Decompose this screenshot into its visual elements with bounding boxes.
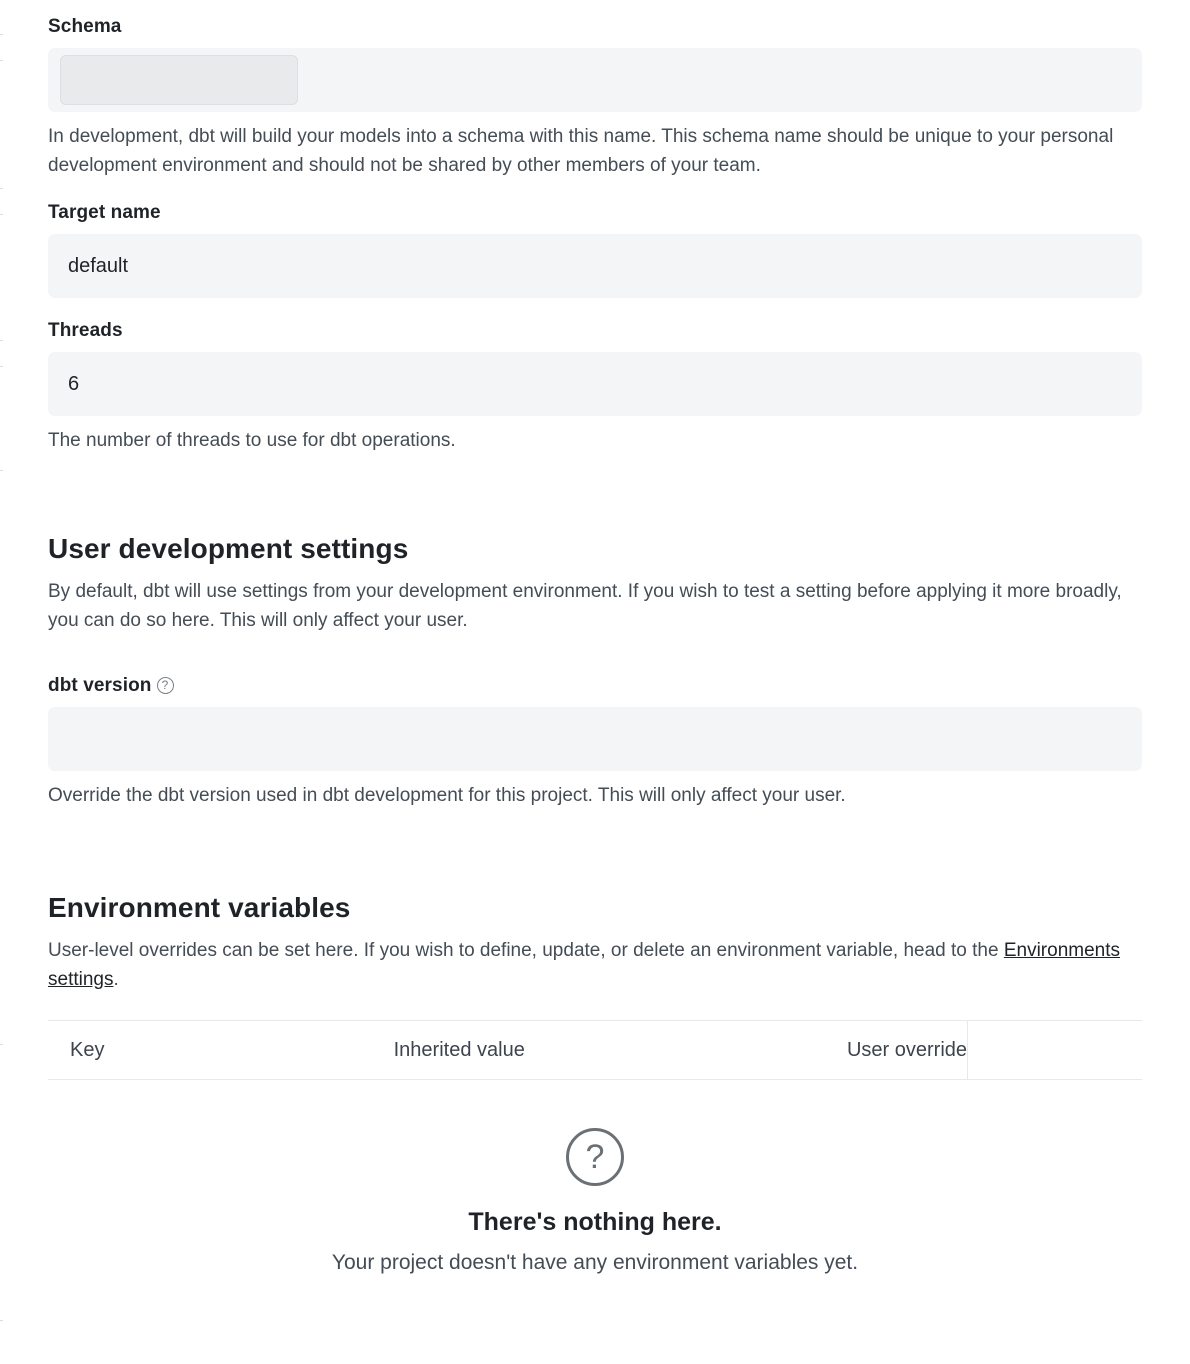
rail-tick <box>0 1320 3 1321</box>
user-development-settings-description: By default, dbt will use settings from your development environment. If you wish to test a setting before applying it more broadly, you can do so here. This will only affect your user. <box>48 581 1122 631</box>
environment-variables-empty-state <box>48 1128 1142 1275</box>
column-header-key: Key <box>70 1038 105 1061</box>
column-header-user-override: User override <box>846 1038 968 1061</box>
dbt-version-label <box>48 673 1142 697</box>
user-development-settings-section <box>48 533 1142 635</box>
env-desc-after: . <box>113 969 119 990</box>
environment-variables-description <box>48 936 1138 994</box>
dbt-version-input[interactable] <box>48 707 1142 771</box>
schema-input-inner[interactable] <box>60 55 298 105</box>
dbt-version-field-group <box>48 673 1142 810</box>
target-name-label: Target name <box>48 202 161 223</box>
environments-settings-link[interactable]: Environments settings <box>48 940 1121 990</box>
dbt-version-label-text: dbt version <box>48 675 152 696</box>
schema-input[interactable] <box>48 48 1142 112</box>
target-name-input[interactable]: default <box>48 234 1142 298</box>
environment-variables-section <box>48 892 1142 1275</box>
question-circle-icon[interactable]: ? <box>157 677 174 694</box>
environment-variables-title: Environment variables <box>48 892 351 923</box>
schema-field-group <box>48 16 1142 180</box>
target-name-field-group <box>48 202 1142 298</box>
schema-label: Schema <box>48 16 122 37</box>
column-header-actions <box>967 1021 1142 1079</box>
user-development-settings-title: User development settings <box>48 533 409 564</box>
empty-state-subtitle: Your project doesn't have any environment variables yet. <box>331 1251 859 1274</box>
dbt-version-help-text: Override the dbt version used in dbt development for this project. This will only affect your user. <box>48 785 846 806</box>
question-circle-icon: ? <box>566 1128 624 1186</box>
threads-help-text: The number of threads to use for dbt operations. <box>48 430 456 451</box>
env-desc-before: User-level overrides can be set here. If you wish to define, update, or delete an environment variable, head to the <box>48 940 1004 961</box>
schema-help-text: In development, dbt will build your models into a schema with this name. This schema name should be unique to your personal development environment and should not be shared by other members of your team. <box>48 126 1114 176</box>
empty-state-title: There's nothing here. <box>468 1208 722 1236</box>
threads-label: Threads <box>48 320 123 341</box>
threads-input[interactable]: 6 <box>48 352 1142 416</box>
table-header-row <box>48 1021 1142 1079</box>
environment-variables-table <box>48 1020 1142 1080</box>
column-header-inherited-value: Inherited value <box>393 1038 525 1061</box>
threads-field-group <box>48 320 1142 455</box>
